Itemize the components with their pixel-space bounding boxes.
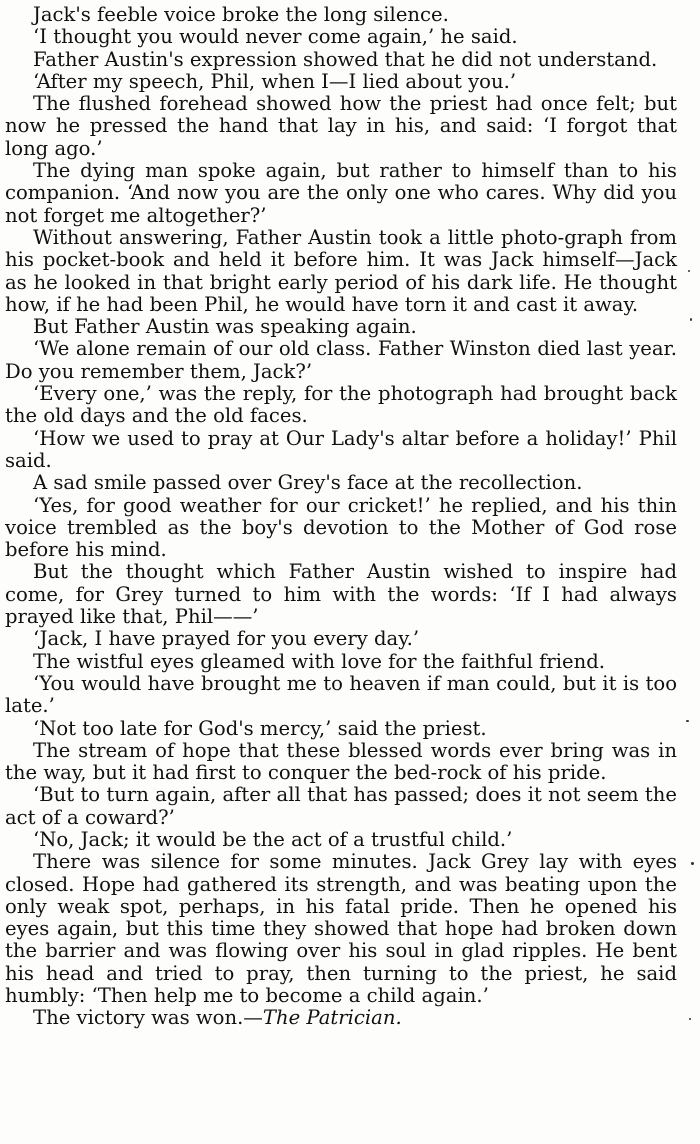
paragraph: ‘After my speech, Phil, when I—I lied about you.’ (33, 69, 517, 93)
scan-speck (688, 270, 690, 272)
article-column (5, 4, 677, 1030)
paragraph: ‘Every one,’ was the reply, for the photograph had brought back the old days and the old faces. (5, 382, 677, 428)
paragraph: ‘You would have brought me to heaven if man could, but it is too late.’ (5, 671, 677, 718)
paragraph: But the thought which Father Austin wished to inspire had come, for Grey turned to him with the words: ‘If I had always prayed like that, Phil——’ (5, 560, 677, 629)
paragraph: Without answering, Father Austin took a little photo-graph from his pocket-book and held it before him. It was Jack himself—Jack as he looked in that bright early period of his dark life. He thought how, if he had been Phil, he would have torn it and cast it away. (5, 225, 677, 316)
paragraph: The flushed forehead showed how the priest had once felt; but now he pressed the hand that lay in his, and said: ‘I forgot that long ago.’ (5, 92, 677, 160)
scan-speck (689, 1018, 691, 1020)
paragraph: ‘Not too late for God's mercy,’ said the priest. (33, 716, 487, 740)
paragraph: ‘No, Jack; it would be the act of a trustful child.’ (33, 827, 513, 851)
scan-speck (686, 720, 689, 722)
closing-line (5, 1007, 677, 1029)
paragraph: The dying man spoke again, but rather to himself than to his companion. ‘And now you are the only one who cares. Why did you not forget me altogether?’ (5, 159, 677, 227)
paragraph: The wistful eyes gleamed with love for the faithful friend. (33, 649, 606, 673)
paragraph: But Father Austin was speaking again. (33, 315, 417, 339)
closing-text: The victory was won.— (33, 1006, 263, 1030)
source-attribution: The Patrician. (262, 1006, 402, 1030)
paragraph: There was silence for some minutes. Jack Grey lay with eyes closed. Hope had gathered its strength, and was beating upon the only weak spot, perhaps, in his fatal pride. Then he opened his eyes again, but this time they showed that hope had broken down the barrier and was flowing over his soul in glad ripples. He bent his head and tried to pray, then turning to the priest, he said humbly: ‘Then help me to become a child again.’ (5, 850, 677, 1008)
paragraph: Father Austin's expression showed that he did not understand. (33, 47, 658, 71)
paragraph: ‘Yes, for good weather for our cricket!’ he replied, and his thin voice trembled as the boy's devotion to the Mother of God rose before his mind. (5, 493, 677, 562)
paragraph: A sad smile passed over Grey's face at the recollection. (33, 471, 583, 495)
paragraph: ‘But to turn again, after all that has passed; does it not seem the act of a coward?’ (5, 783, 677, 829)
paragraph: ‘Jack, I have prayed for you every day.’ (33, 627, 420, 651)
paragraph: ‘We alone remain of our old class. Father Winston died last year. Do you remember them, Jack?’ (5, 337, 677, 383)
scan-speck (690, 318, 692, 321)
scan-speck (691, 862, 694, 865)
paragraph: The stream of hope that these blessed words ever bring was in the way, but it had first to conquer the bed-rock of his pride. (5, 738, 677, 785)
paragraph: ‘How we used to pray at Our Lady's altar before a holiday!’ Phil said. (5, 426, 677, 472)
paragraph: ‘I thought you would never come again,’ he said. (33, 25, 518, 49)
paragraph: Jack's feeble voice broke the long silence. (33, 3, 449, 26)
